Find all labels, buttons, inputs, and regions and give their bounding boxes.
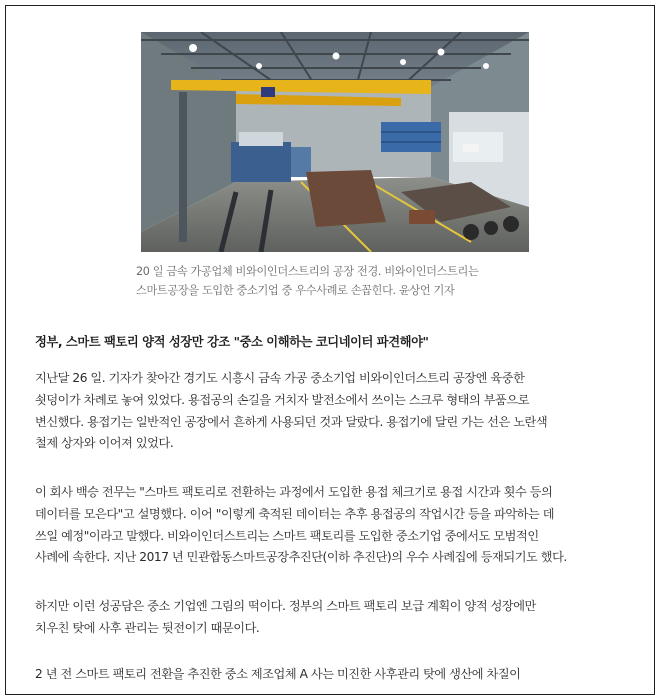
article-paragraph bbox=[35, 368, 635, 455]
paragraph-line: 2 년 전 스마트 팩토리 전환을 추진한 중소 제조업체 A 사는 미진한 사후관리 탓에 생산에 차질이 bbox=[35, 667, 521, 681]
article-paragraph bbox=[35, 596, 635, 640]
photo-caption bbox=[136, 262, 536, 300]
caption-line: 20 일 금속 가공업체 비와이인더스트리의 공장 전경. 비와이인더스트리는 bbox=[136, 265, 479, 278]
article-frame bbox=[5, 5, 655, 695]
paragraph-line: 변신했다. 용접기는 일반적인 공장에서 흔하게 사용되던 것과 달랐다. 용접기에 달린 가는 선은 노란색 bbox=[35, 414, 548, 429]
paragraph-line: 철제 상자와 이어져 있었다. bbox=[35, 436, 174, 451]
paragraph-line: 사례에 속한다. 지난 2017 년 민관합동스마트공장추진단(이하 추진단)의 우수 사례집에 등재되기도 했다. bbox=[35, 550, 567, 565]
paragraph-line: 이 회사 백승 전무는 "스마트 팩토리로 전환하는 과정에서 도입한 용접 체크기로 용접 시간과 횟수 등의 bbox=[35, 485, 553, 499]
paragraph-line: 치우친 탓에 사후 관리는 뒷전이기 때문이다. bbox=[35, 620, 260, 635]
paragraph-line: 데이터를 모은다"고 설명했다. 이어 "이렇게 축적된 데이터는 추후 용접공의 작업시간 등을 파악하는 데 bbox=[35, 506, 555, 521]
article-subheadline: 정부, 스마트 팩토리 양적 성장만 강조 "중소 이해하는 코디네이터 파견해야" bbox=[35, 335, 429, 349]
caption-line: 스마트공장을 도입한 중소기업 중 우수사례로 손꼽힌다. 윤상언 기자 bbox=[136, 284, 455, 297]
paragraph-line: 지난달 26 일. 기자가 찾아간 경기도 시흥시 금속 가공 중소기업 비와이인더스트리 공장엔 육중한 bbox=[35, 371, 525, 385]
article-paragraph bbox=[35, 482, 635, 569]
factory-photo bbox=[141, 32, 529, 252]
paragraph-line: 하지만 이런 성공담은 중소 기업엔 그림의 떡이다. 정부의 스마트 팩토리 보급 계획이 양적 성장에만 bbox=[35, 599, 536, 613]
article-paragraph bbox=[35, 664, 635, 686]
paragraph-line: 쓰일 예정"이라고 말했다. 비와이인더스트리는 스마트 팩토리를 도입한 중소기업 중에서도 모범적인 bbox=[35, 528, 539, 543]
paragraph-line: 쇳덩이가 차례로 놓여 있었다. 용접공의 손길을 거치자 발전소에서 쓰이는 스크루 형태의 부품으로 bbox=[35, 392, 530, 407]
